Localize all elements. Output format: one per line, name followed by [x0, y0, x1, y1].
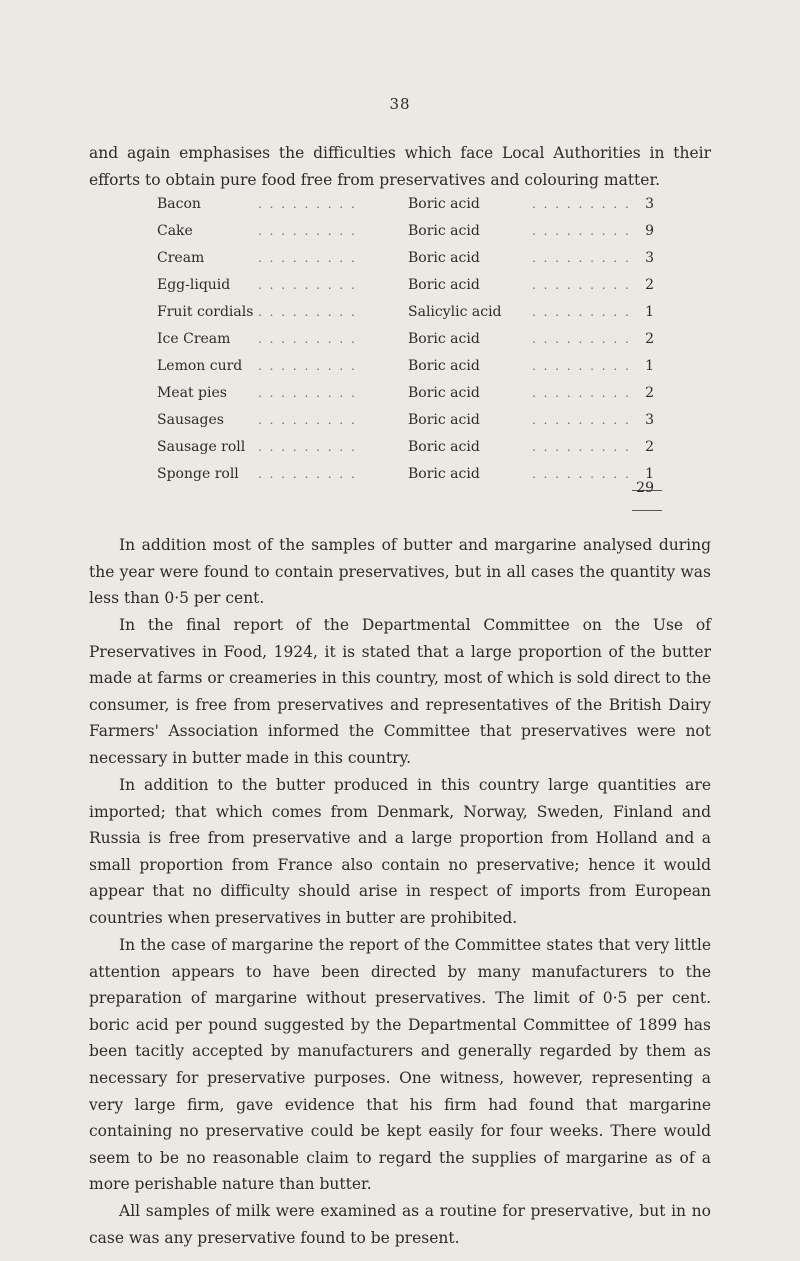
preservative-name: Boric acid — [408, 385, 480, 401]
table-row — [0, 407, 800, 434]
leader-dots: . . . . . . . . . — [532, 413, 631, 427]
leader-dots: . . . . . . . . . — [532, 359, 631, 373]
food-name: Meat pies — [157, 385, 227, 401]
sample-count: 9 — [645, 223, 654, 239]
leader-dots: . . . . . . . . . — [258, 332, 357, 346]
page-number: 38 — [389, 95, 411, 113]
preservative-name: Boric acid — [408, 250, 480, 266]
sample-count: 2 — [645, 385, 654, 401]
leader-dots: . . . . . . . . . — [258, 359, 357, 373]
leader-dots: . . . . . . . . . — [532, 440, 631, 454]
table-row — [0, 272, 800, 299]
food-name: Lemon curd — [157, 358, 243, 374]
paragraph-committee-report: In the final report of the Departmental Committee on the Use of Preservatives in Food, 1924, it is stated that a large proportion of the butter made at farms or creameries in this country, most of which is sold direct to the consumer, is free from preservatives and representatives of the British Dairy Farmers' Association informed the Committee that preservatives were not necessary in butter made in this country. — [89, 616, 711, 767]
table-row — [0, 245, 800, 272]
food-name: Cream — [157, 250, 205, 266]
leader-dots: . . . . . . . . . — [532, 305, 631, 319]
preservatives-table — [0, 191, 800, 488]
table-row — [0, 299, 800, 326]
table-row — [0, 434, 800, 461]
food-name: Bacon — [157, 196, 201, 212]
preservative-name: Boric acid — [408, 439, 480, 455]
leader-dots: . . . . . . . . . — [258, 413, 357, 427]
food-name: Sausages — [157, 412, 224, 428]
food-name: Cake — [157, 223, 193, 239]
table-row — [0, 218, 800, 245]
preservative-name: Boric acid — [408, 277, 480, 293]
leader-dots: . . . . . . . . . — [258, 467, 357, 481]
leader-dots: . . . . . . . . . — [258, 278, 357, 292]
table-total: 29 — [636, 480, 654, 496]
sample-count: 1 — [645, 358, 654, 374]
table-row — [0, 353, 800, 380]
preservative-name: Salicylic acid — [408, 304, 502, 320]
leader-dots: . . . . . . . . . — [532, 467, 631, 481]
paragraph-margarine: In the case of margarine the report of the Committee states that very little attention appears to have been directed by many manufacturers to the preparation of margarine without preservatives. The limit of 0·5 per cent. boric acid per pound suggested by the Departmental Committee of 1899 has been tacitly accepted by manufacturers and generally regarded by them as necessary for preservative purposes. One witness, however, representing a very large firm, gave evidence that his firm had found that margarine containing no preservative could be kept easily for four weeks. There would seem to be no reasonable claim to regard the supplies of margarine as of a more perishable nature than butter. — [89, 936, 711, 1194]
sample-count: 2 — [645, 331, 654, 347]
preservative-name: Boric acid — [408, 331, 480, 347]
leader-dots: . . . . . . . . . — [532, 197, 631, 211]
sample-count: 3 — [645, 250, 654, 266]
table-rule-bottom — [632, 510, 662, 511]
leader-dots: . . . . . . . . . — [532, 278, 631, 292]
paragraph-milk: All samples of milk were examined as a routine for preservative, but in no case was any preservative found to be present. — [89, 1202, 711, 1247]
paragraph-imports: In addition to the butter produced in this country large quantities are imported; that which comes from Denmark, Norway, Sweden, Finland and Russia is free from preservative and a large proportion from Holland and a small proportion from France also contain no preservative; hence it would appear that no difficulty should arise in respect of imports from European countries when preservatives in butter are prohibited. — [89, 776, 711, 927]
food-name: Ice Cream — [157, 331, 231, 347]
preservative-name: Boric acid — [408, 223, 480, 239]
sample-count: 2 — [645, 439, 654, 455]
preservative-name: Boric acid — [408, 358, 480, 374]
food-name: Egg-liquid — [157, 277, 231, 293]
sample-count: 2 — [645, 277, 654, 293]
intro-paragraph: and again emphasises the difficulties which face Local Authorities in their efforts to obtain pure food free from preservatives and colouring matter. — [89, 144, 711, 189]
paragraph-butter: In addition most of the samples of butter and margarine analysed during the year were found to contain preservatives, but in all cases the quantity was less than 0·5 per cent. — [89, 536, 711, 608]
leader-dots: . . . . . . . . . — [258, 224, 357, 238]
food-name: Sponge roll — [157, 466, 239, 482]
leader-dots: . . . . . . . . . — [258, 197, 357, 211]
leader-dots: . . . . . . . . . — [258, 305, 357, 319]
table-row — [0, 191, 800, 218]
food-name: Sausage roll — [157, 439, 246, 455]
sample-count: 1 — [645, 304, 654, 320]
table-row — [0, 380, 800, 407]
leader-dots: . . . . . . . . . — [532, 332, 631, 346]
leader-dots: . . . . . . . . . — [532, 224, 631, 238]
leader-dots: . . . . . . . . . — [258, 251, 357, 265]
leader-dots: . . . . . . . . . — [258, 440, 357, 454]
table-row — [0, 326, 800, 353]
preservative-name: Boric acid — [408, 466, 480, 482]
preservative-name: Boric acid — [408, 196, 480, 212]
food-name: Fruit cordials — [157, 304, 254, 320]
sample-count: 3 — [645, 412, 654, 428]
table-row — [0, 461, 800, 488]
sample-count: 1 — [645, 466, 654, 482]
preservative-name: Boric acid — [408, 412, 480, 428]
leader-dots: . . . . . . . . . — [258, 386, 357, 400]
leader-dots: . . . . . . . . . — [532, 386, 631, 400]
leader-dots: . . . . . . . . . — [532, 251, 631, 265]
sample-count: 3 — [645, 196, 654, 212]
